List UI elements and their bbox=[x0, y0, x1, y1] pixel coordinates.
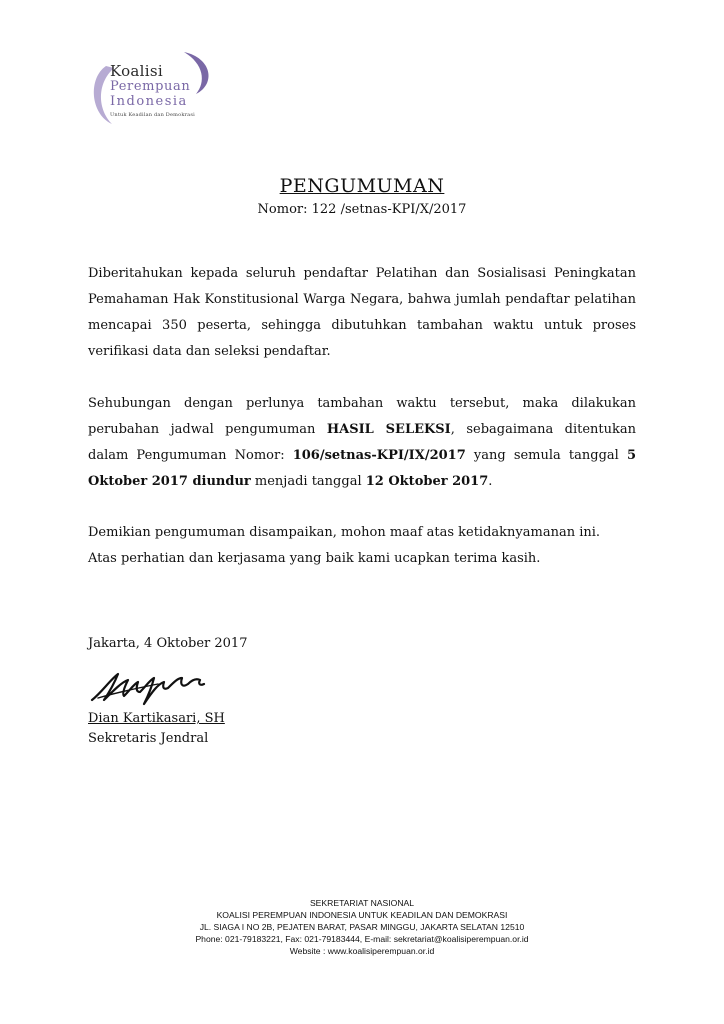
p2-bold-new-date: 12 Oktober 2017 bbox=[365, 474, 489, 489]
paragraph-2 bbox=[88, 391, 636, 495]
footer-line-1: SEKRETARIAT NASIONAL bbox=[309, 898, 415, 908]
signer-role: Sekretaris Jendral bbox=[88, 731, 209, 746]
p3-line-2: Atas perhatian dan kerjasama yang baik kami ucapkan terima kasih. bbox=[88, 551, 541, 566]
p2-text-1: Sehubungan dengan perlunya tambahan waktu tersebut, maka dilakukan perubahan jadwal pengumuman bbox=[88, 396, 636, 437]
p2-bold-original-date: 5 Oktober 2017 diundur bbox=[88, 448, 636, 489]
footer-line-3: JL. SIAGA I NO 2B, PEJATEN BARAT, PASAR MINGGU, JAKARTA SELATAN 12510 bbox=[199, 922, 525, 932]
p2-bold-hasil-seleksi: HASIL SELEKSI bbox=[326, 422, 451, 437]
logo-text-line3: Indonesia bbox=[110, 94, 188, 109]
organization-logo bbox=[84, 44, 224, 134]
logo-tagline: Untuk Keadilan dan Demokrasi bbox=[110, 112, 195, 118]
document-number: Nomor: 122 /setnas-KPI/X/2017 bbox=[257, 202, 467, 217]
p2-bold-reference-number: 106/setnas-KPI/IX/2017 bbox=[292, 448, 466, 463]
document-title: PENGUMUMAN bbox=[279, 175, 445, 197]
signature-image bbox=[88, 662, 228, 708]
p2-text-5: . bbox=[488, 474, 493, 489]
paragraph-3 bbox=[88, 520, 636, 572]
p2-text-2: , sebagaimana ditentukan dalam Pengumuman Nomor: bbox=[88, 422, 636, 463]
footer-line-2: KOALISI PEREMPUAN INDONESIA UNTUK KEADILAN DAN DEMOKRASI bbox=[216, 910, 508, 920]
signer-name: Dian Kartikasari, SH bbox=[88, 711, 225, 726]
p3-line-1: Demikian pengumuman disampaikan, mohon maaf atas ketidaknyamanan ini. bbox=[88, 525, 601, 540]
letterhead-footer bbox=[0, 897, 724, 957]
footer-line-4: Phone: 021-79183221, Fax: 021-79183444, E-mail: sekretariat@koalisiperempuan.or.id bbox=[195, 934, 529, 944]
paragraph-1: Diberitahukan kepada seluruh pendaftar Pelatihan dan Sosialisasi Peningkatan Pemahaman Hak Konstitusional Warga Negara, bahwa jumlah pendaftar pelatihan mencapai 350 peserta, sehingga dibutuhkan tambahan waktu untuk proses verifikasi data dan seleksi pendaftar. bbox=[88, 266, 636, 359]
logo-text-line1: Koalisi bbox=[110, 62, 163, 80]
p2-text-3: yang semula tanggal bbox=[465, 448, 627, 463]
place-date: Jakarta, 4 Oktober 2017 bbox=[88, 636, 248, 651]
p2-text-4: menjadi tanggal bbox=[250, 474, 366, 489]
footer-line-5: Website : www.koalisiperempuan.or.id bbox=[289, 946, 435, 956]
logo-text-line2: Perempuan bbox=[110, 79, 191, 94]
